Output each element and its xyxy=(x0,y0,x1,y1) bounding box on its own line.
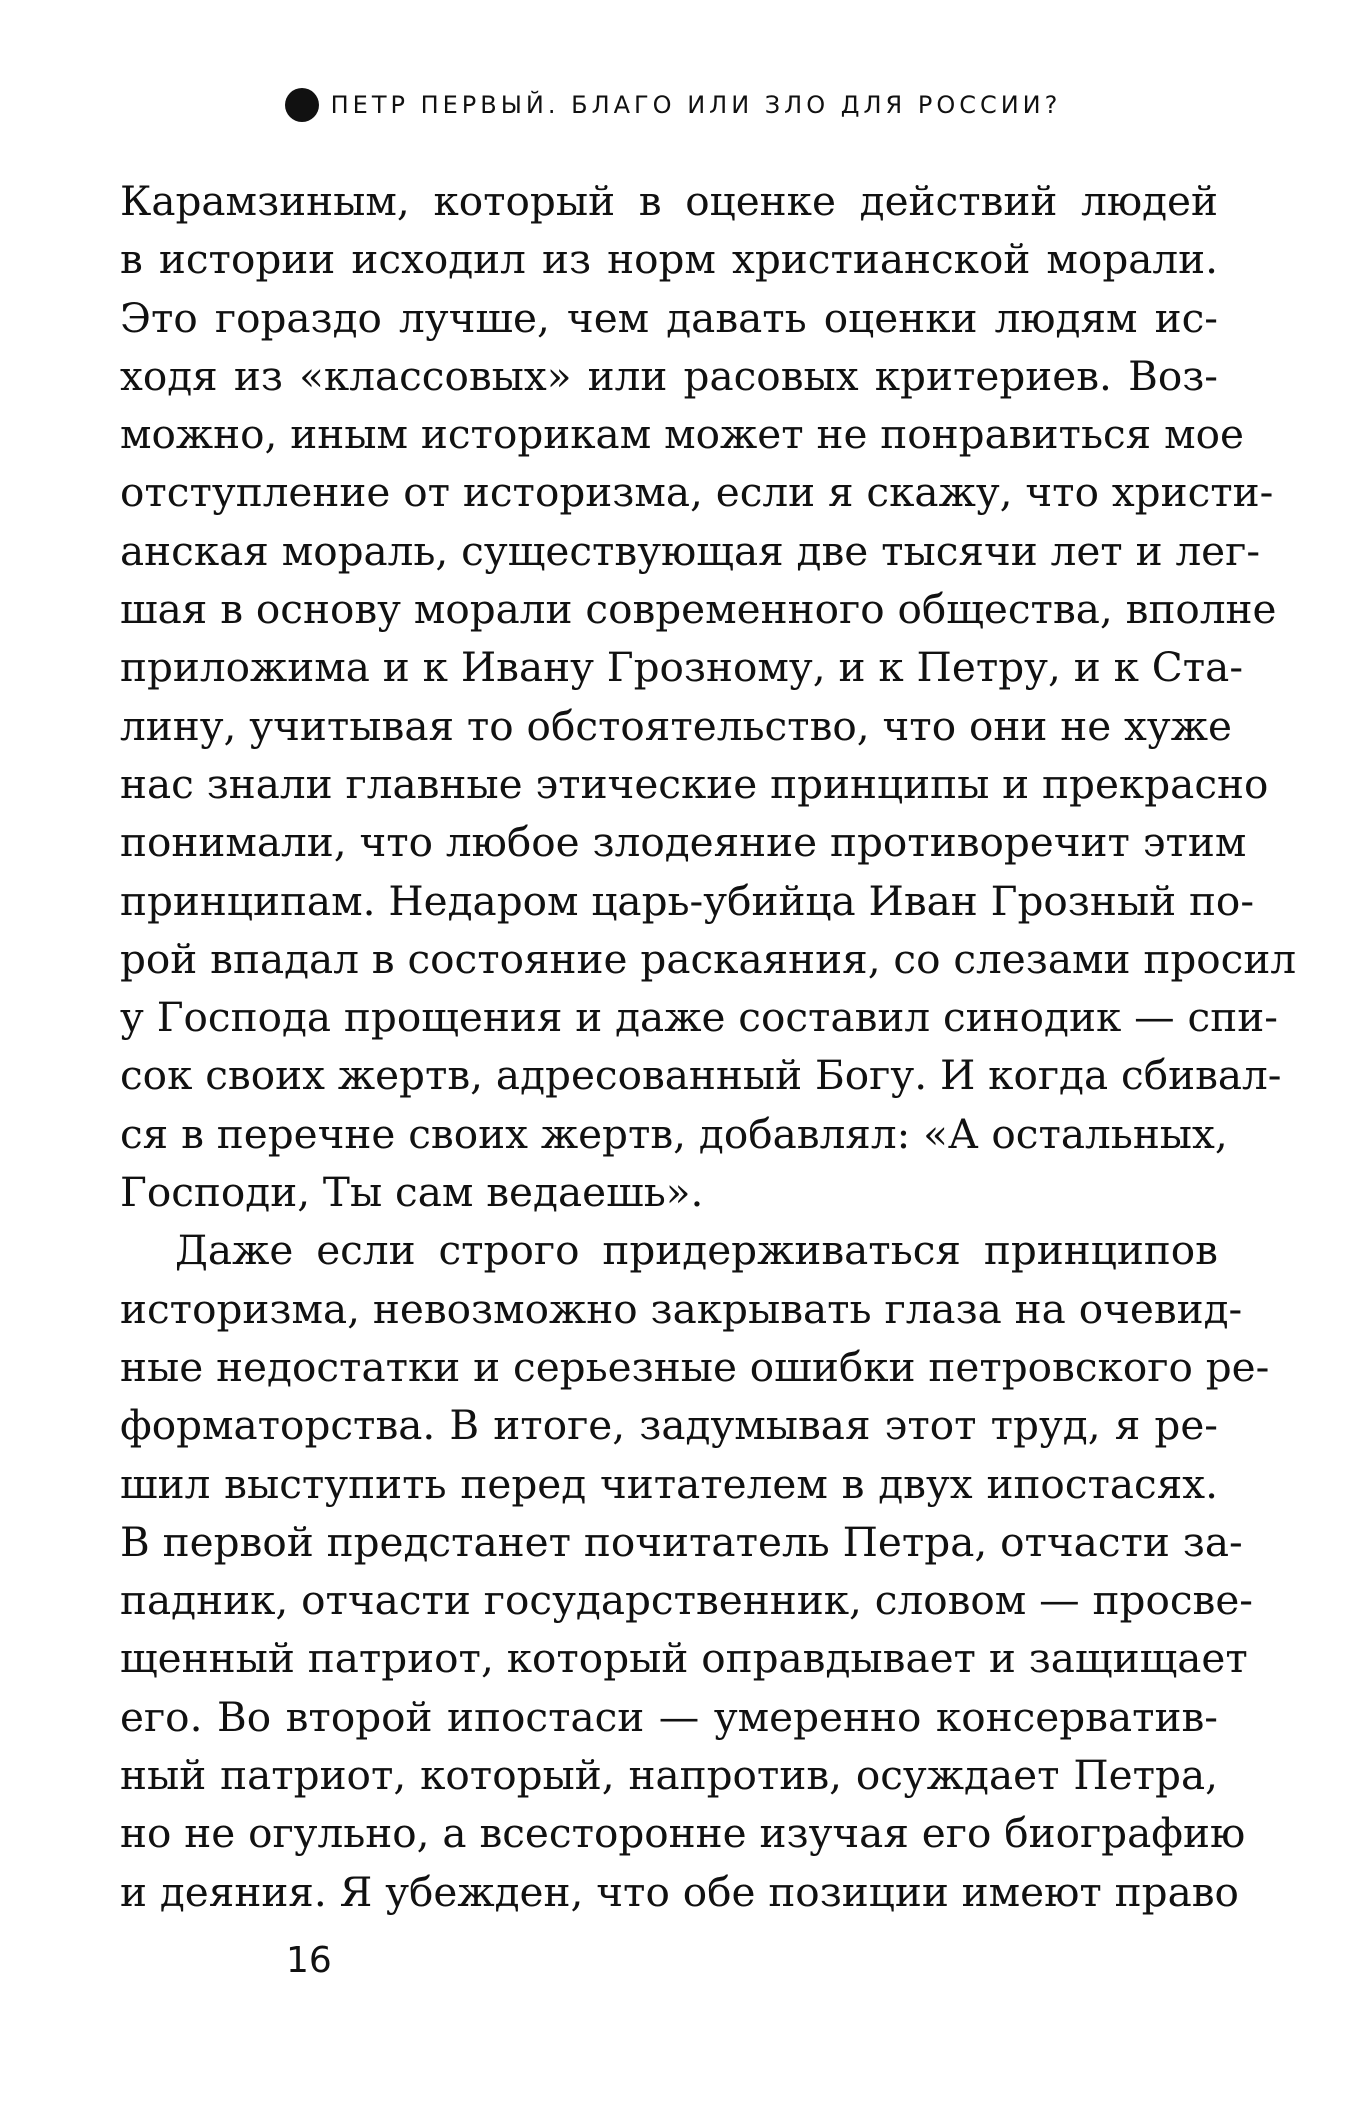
text-line: Господи, Ты сам ведаешь». xyxy=(120,1168,704,1217)
text-line: рой впадал в состояние раскаяния, со слезами просил xyxy=(120,934,1297,983)
text-line: анская мораль, существующая две тысячи лет и лег- xyxy=(120,526,1261,575)
text-line: шая в основу морали современного общества, вполне xyxy=(120,585,1277,634)
text-line: и деяния. Я убежден, что обе позиции имеют право xyxy=(120,1867,1239,1916)
text-line: но не огульно, а всесторонне изучая его биографию xyxy=(120,1809,1246,1858)
text-line: щенный патриот, который оправдывает и защищает xyxy=(120,1634,1248,1683)
text-line: можно, иным историкам может не понравиться мое xyxy=(120,410,1244,459)
text-line: Это гораздо лучше, чем давать оценки людям ис- xyxy=(120,293,1218,342)
text-line: в истории исходил из норм христианской морали. xyxy=(120,235,1218,284)
text-line: ходя из «классовых» или расовых критериев. Воз- xyxy=(120,351,1218,400)
text-line: В первой предстанет почитатель Петра, отчасти за- xyxy=(120,1517,1243,1566)
text-line: отступление от историзма, если я скажу, что христи- xyxy=(120,468,1274,517)
running-title: ПЕТР ПЕРВЫЙ. БЛАГО ИЛИ ЗЛО ДЛЯ РОССИИ? xyxy=(330,91,1062,119)
text-line: историзма, невозможно закрывать глаза на очевид- xyxy=(120,1284,1243,1333)
filled-circle-icon xyxy=(285,88,319,122)
text-line: ные недостатки и серьезные ошибки петровского ре- xyxy=(120,1342,1270,1391)
page-body xyxy=(120,172,1297,1921)
text-line: нас знали главные этические принципы и прекрасно xyxy=(120,759,1269,808)
text-line: ся в перечне своих жертв, добавлял: «А остальных, xyxy=(120,1109,1228,1158)
paragraph-1 xyxy=(120,172,1297,1221)
text-line: лину, учитывая то обстоятельство, что они не хуже xyxy=(120,701,1232,750)
paragraph-2 xyxy=(120,1221,1270,1921)
text-line: ный патриот, который, напротив, осуждает Петра, xyxy=(120,1751,1218,1800)
text-line: его. Во второй ипостаси — умеренно консерватив- xyxy=(120,1692,1218,1741)
text-line: шил выступить перед читателем в двух ипостасях. xyxy=(120,1459,1218,1508)
text-line: Даже если строго придерживаться принципов xyxy=(175,1226,1218,1275)
text-line: принципам. Недаром царь-убийца Иван Грозный по- xyxy=(120,876,1254,925)
text-line: форматорства. В итоге, задумывая этот труд, я ре- xyxy=(120,1401,1218,1450)
page-number: 16 xyxy=(286,1940,332,1981)
text-line: падник, отчасти государственник, словом — просве- xyxy=(120,1576,1253,1625)
text-line: у Господа прощения и даже составил синодик — спи- xyxy=(120,993,1278,1042)
text-line: понимали, что любое злодеяние противоречит этим xyxy=(120,818,1247,867)
text-line: сок своих жертв, адресованный Богу. И когда сбивал- xyxy=(120,1051,1282,1100)
text-line: Карамзиным, который в оценке действий людей xyxy=(120,177,1218,225)
text-line: приложима и к Ивану Грозному, и к Петру, и к Ста- xyxy=(120,643,1244,692)
running-head xyxy=(0,88,1346,122)
